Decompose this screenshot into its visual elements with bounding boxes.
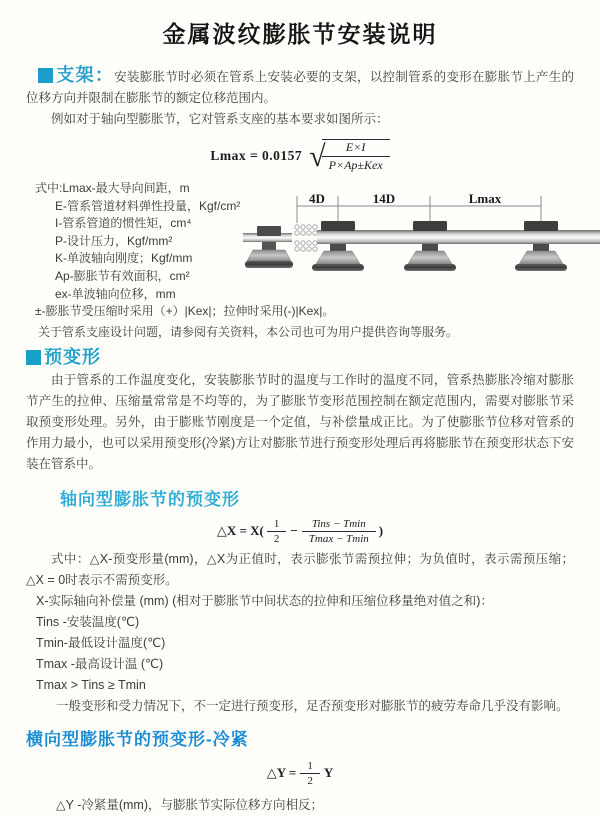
half-denominator: 2: [267, 531, 287, 545]
dim-label-14d: 14D: [372, 191, 396, 206]
pipe-diagram-svg: [243, 190, 600, 290]
guide-support: [312, 221, 364, 271]
definition-row: K-单波轴向刚度；Kgf/mm: [55, 251, 193, 266]
formula-lmax-denominator: P×Ap±Kex: [322, 156, 390, 173]
support-example-text: 例如对于轴向型膨胀节，它对管系支座的基本要求如图所示：: [51, 112, 389, 126]
guide-support: [404, 221, 456, 271]
formula-lmax-lhs: Lmax = 0.0157: [210, 148, 303, 163]
axial-line: Tmax -最高设计温 (℃): [36, 656, 164, 671]
definition-row: Ap-膨胀节有效面积，cm²: [55, 268, 190, 283]
definition-row: E-管系管道材料弹性投量，Kgf/cm²: [55, 198, 241, 213]
section-square-icon: [26, 350, 41, 365]
predeform-section-heading: 预变形: [44, 346, 101, 367]
sqrt-radical-symbol: √: [309, 140, 326, 173]
axial-subheading: 轴向型膨胀节的预变形: [60, 489, 240, 509]
predeform-body-text: 由于管系的工作温度变化，安装膨胀节时的温度与工作时的温度不同，管系热膨胀冷缩对膨胀节产生的拉伸、压缩量常常是不均等的，为了膨胀节变形范围控制在额定范围内，需要对膨胀节采取预变形处理。另外，由于膨账节刚度是一个定值，与补偿量成正比。为了使膨胀节位移对管系的作用力最小，也可以采用预变形(冷紧)方让对膨胀节进行预变形处理后再将膨胀节在预变形状态下安装在管系中。: [26, 372, 574, 471]
support-note-text: 关于管系支座设计问题，请参阅有关资料，本公司也可为用户提供咨询等服务。: [38, 324, 459, 339]
axial-line: X-实际轴向补偿量 (mm) (相对于膨胀节中间状态的拉伸和压缩位移量绝对值之和)：: [36, 593, 493, 608]
support-intro-text: 安装膨胀节时必须在管系上安装必要的支架，以控制管系的变形在膨胀节上产生的位移方向并限制在膨胀节的额定位移范围内。: [26, 70, 575, 105]
formula-axial-close: ): [378, 523, 384, 539]
temp-numerator: Tins − Tmin: [311, 517, 366, 530]
anchor-support: [245, 226, 293, 268]
formula-lmax-numerator: E×I: [345, 140, 366, 154]
formula-axial: [26, 518, 574, 545]
formula-lateral-half: [300, 760, 320, 787]
axial-line: Tins -安装温度(℃): [36, 614, 140, 629]
formula-axial-half: [267, 518, 287, 545]
dim-label-4d: 4D: [309, 191, 325, 206]
axial-line: Tmax > Tins ≥ Tmin: [36, 677, 146, 692]
formula-lateral-lhs: △Y =: [266, 765, 297, 781]
formula-lmax: [26, 139, 574, 173]
axial-explain-text: 式中：△X-预变形量(mm)，△X为正值时，表示膨张节需预拉伸；为负值时，表示需预压缩；△X = 0时表示不需预变形。: [26, 551, 574, 587]
formula-axial-lhs: △X = X(: [216, 523, 264, 539]
temp-denominator: Tmax − Tmin: [302, 531, 376, 545]
page-title: 金属波纹膨胀节安装说明: [162, 21, 438, 47]
definition-row: I-管系管道的惯性矩，cm⁴: [55, 216, 192, 231]
formula-lateral-rhs: Y: [323, 765, 334, 781]
definition-row: ±-膨胀节受压缩时采用（+）|Kex|；拉伸时采用(-)|Kex|。: [35, 304, 335, 319]
half-numerator: 1: [307, 759, 313, 772]
support-intro-paragraph: [26, 65, 574, 109]
section-square-icon: [38, 68, 53, 83]
bellows-icon: [292, 223, 318, 253]
half-denominator: 2: [300, 773, 320, 787]
formula-lateral: [26, 760, 574, 787]
pipe-main: [317, 230, 600, 244]
formula-axial-minus: −: [290, 523, 298, 539]
formula-lmax-fraction: [322, 139, 390, 173]
lateral-line: △Y -冷紧量(mm)，与膨胀节实际位移方向相反；: [56, 797, 324, 812]
definition-row: 式中:Lmax-最大导向间距，m: [35, 181, 190, 195]
definition-row: P-设计压力，Kgf/mm²: [55, 233, 173, 248]
formula-axial-temp-fraction: [302, 518, 376, 545]
axial-line: 一般变形和受力情况下，不一定进行预变形，足否预变形对膨胀节的疲劳寿命几乎没有影响。: [56, 698, 569, 713]
pipe-support-diagram: [243, 190, 600, 290]
lateral-subheading: 横向型膨胀节的预变形-冷紧: [26, 729, 249, 749]
half-numerator: 1: [273, 517, 280, 530]
support-section-heading: 支架：: [56, 65, 115, 85]
guide-support: [515, 221, 567, 271]
predeform-section-heading-line: [26, 347, 574, 370]
definition-row: ex-单波轴向位移，mm: [55, 286, 176, 301]
axial-line: Tmin-最低设计温度(℃): [36, 635, 166, 650]
dim-label-lmax: Lmax: [468, 191, 502, 206]
